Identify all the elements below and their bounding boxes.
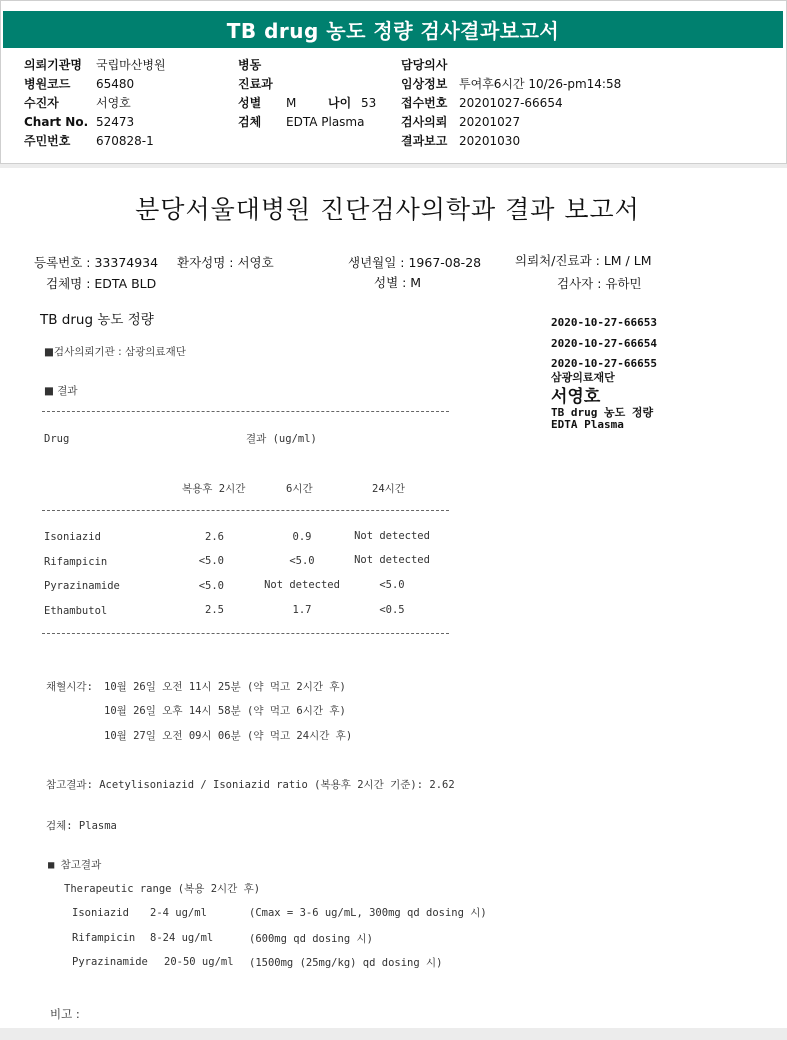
requesting-department: 의뢰처/진료과 : LM / LM [515,253,652,268]
collection-label: 채혈시각: [46,681,93,693]
info-report-date: 결과보고 20201030 [401,134,521,148]
stamp-specimen: EDTA Plasma [551,418,624,431]
info-resident-no: 주민번호 670828-1 [24,134,154,148]
info-hospital-code: 병원코드 65480 [24,77,135,91]
info-doctor: 담당의사 [401,58,448,72]
value-24h: <0.5 [379,604,405,616]
examiner: 검사자 : 유하민 [557,276,642,291]
range-value: 8-24 ug/ml [150,932,214,944]
accession-number: 2020-10-27-66653 [551,316,657,329]
value-24h: <5.0 [379,579,405,591]
value-24h: Not detected [354,554,430,566]
range-value: 2-4 ug/ml [150,907,207,919]
registration-number: 등록번호 : 33374934 [34,255,159,270]
collection-time: 10월 26일 오전 11시 25분 (약 먹고 2시간 후) [104,681,346,693]
range-note: (1500mg (25mg/kg) qd dosing 시) [249,957,443,969]
specimen-name: 검체명 : EDTA BLD [46,276,157,291]
divider-line [42,633,449,634]
value-2h: 2.6 [205,531,224,543]
range-note: (600mg qd dosing 시) [249,933,373,945]
drug-name: Rifampicin [44,556,108,568]
value-2h: <5.0 [198,555,224,567]
report-title: TB drug 농도 정량 검사결과보고서 [226,19,560,43]
collection-time: 10월 27일 오전 09시 06분 (약 먹고 24시간 후) [104,730,353,742]
reference-section-header: ■ 참고결과 [48,859,102,871]
info-specimen: 검체 EDTA Plasma [238,115,365,129]
drug-name: Pyrazinamide [44,580,120,592]
drug-name: Isoniazid [44,531,101,543]
info-request-date: 검사의뢰 20201027 [401,115,521,129]
therapeutic-range-title: Therapeutic range (복용 2시간 후) [64,883,261,895]
value-6h: 1.7 [292,604,312,616]
accession-number: 2020-10-27-66654 [551,337,657,350]
stamp-name: 서영호 [551,387,601,407]
stamp-test: TB drug 농도 정량 [551,406,654,419]
info-ward: 병동 [238,58,262,72]
test-title: TB drug 농도 정량 [40,312,154,328]
info-chart-no: Chart No. 52473 [24,115,135,129]
report-title-bar [3,11,783,48]
range-drug: Pyrazinamide [72,956,148,968]
patient-sex: 성별 : M [374,275,422,290]
collection-time: 10월 26일 오후 14시 58분 (약 먹고 6시간 후) [104,705,346,717]
time-header-24h: 24시간 [372,483,405,495]
info-sex-age: 성별 M 나이 53 [238,96,377,110]
summary-panel [0,0,787,164]
value-6h: <5.0 [289,555,315,567]
testing-lab: ■검사의뢰기관 : 삼광의료재단 [44,346,186,358]
range-drug: Isoniazid [72,907,129,919]
specimen-note: 검체: Plasma [46,820,117,832]
value-2h: <5.0 [198,580,224,592]
stamp-institution: 삼광의료재단 [551,371,615,384]
date-of-birth: 생년월일 : 1967-08-28 [348,255,482,270]
patient-name: 환자성명 : 서영호 [177,255,274,270]
info-department: 진료과 [238,77,273,91]
remarks: 비고 : [50,1007,80,1021]
value-6h: 0.9 [292,531,312,543]
range-value: 20-50 ug/ml [164,956,234,968]
col-drug-header: Drug [44,433,70,445]
info-hospital-name: 의뢰기관명 국립마산병원 [24,58,166,72]
col-result-header: 결과 (ug/ml) [246,433,317,445]
value-2h: 2.5 [205,604,224,616]
range-note: (Cmax = 3-6 ug/mL, 300mg qd dosing 시) [249,907,487,919]
time-header-2h: 복용후 2시간 [182,483,246,495]
divider-line [42,510,449,511]
result-section-header: ■ 결과 [44,385,78,397]
scanned-report [0,168,787,1028]
reference-result: 참고결과: Acetylisoniazid / Isoniazid ratio (복용후 2시간 기준): 2.62 [46,779,455,791]
hospital-report-title: 분당서울대병원 진단검사의학과 결과 보고서 [135,195,640,224]
drug-name: Ethambutol [44,605,108,617]
time-header-6h: 6시간 [286,483,313,495]
divider-line [42,411,449,412]
value-24h: Not detected [354,530,430,542]
info-clinical: 임상정보 투여후6시간 10/26-pm14:58 [401,77,622,91]
info-patient: 수진자 서영호 [24,96,131,110]
value-6h: Not detected [264,579,340,591]
info-receipt-no: 접수번호 20201027-66654 [401,96,563,110]
range-drug: Rifampicin [72,932,136,944]
accession-number: 2020-10-27-66655 [551,357,657,370]
